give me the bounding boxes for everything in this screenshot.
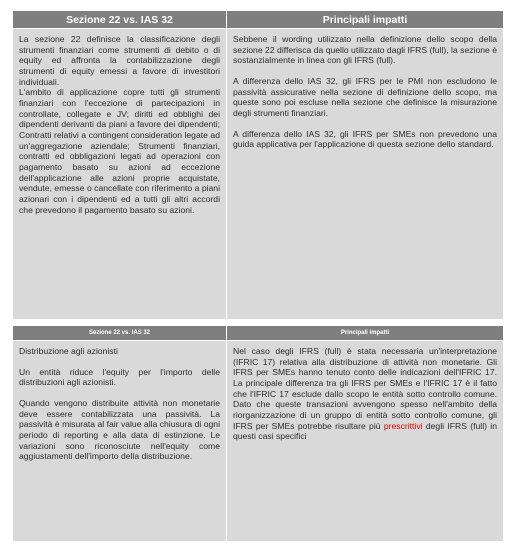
non-monetary-liability-text: Quando vengono distribuite attività non monetarie deve essere contabilizzata una passività. La passività è misurata al fair value alla chiusura di ogni periodo di reporting e alla data di estinzione. Le variazioni sono riconosciute nell'equity come aggiustamenti dell'importo della distribuzione. xyxy=(19,397,220,462)
application-guide-text: A differenza dello IAS 32, gli IFRS per SMEs non prevedono una guida applicativa per l'applicazione di questa sezione dello standard. xyxy=(233,128,497,150)
comparison-table-1 xyxy=(12,10,504,320)
header-main-impacts: Principali impatti xyxy=(227,326,504,341)
distribution-description-cell xyxy=(13,341,227,542)
header-main-impacts: Principali impatti xyxy=(227,11,504,29)
ifric-17-text-end: degli IFRS (full) in questi casi specifici xyxy=(233,420,497,442)
comparison-table-2 xyxy=(12,325,504,542)
section-22-description-cell xyxy=(13,29,227,320)
header-section-22: Sezione 22 vs. IAS 32 xyxy=(13,326,227,341)
scope-exceptions-text: L'ambito di applicazione copre tutti gli strumenti finanziari con l'eccezione di partecipazioni in controllate, collegate e JV; diritti ed obblighi dei dipendenti derivanti da piani a favore dei dipendenti; Contratti relativi a contingent consideration legate ad un'aggregazione aziendale; Strumenti finanziari, contratti ed obbligazioni legati ad operazioni con pagamento basato su azioni ad eccezione dell'applicazione alle azioni proprie acquistate, vendute, emesse o cancellate con riferimento a piani azionari con i dipendenti ed a tutti gli altri accordi che prevedono il pagamento basato su azioni. xyxy=(19,87,220,215)
scope-definition-text: La sezione 22 definisce la classificazione degli strumenti finanziari come strumenti di debito o di equity ed affronta la contabilizzazione degli strumenti di equity emessi a favore di investitori individuali. xyxy=(19,34,220,87)
ifric-17-impacts-cell xyxy=(227,341,504,542)
ifric-17-text xyxy=(233,346,497,442)
ifric-17-text-start: Nel caso degli IFRS (full) è stata necessaria un'interpretazione (IFRIC 17) relativa alla distribuzione di attività non monetarie. Gli IFRS per SMEs hanno tenuto conto delle indicazioni dell'IFRIC 17. La principale differenza tra gli IFRS per SMEs e l'IFRIC 17 è il fatto che l'IFRIC 17 esclude dallo scopo le entità sotto controllo comune. Dato che queste transazioni avvengono spesso nell'ambito della riorganizzazione di un gruppo di entità sotto controllo comune, gli IFRS per SMEs potrebbe risultare più xyxy=(233,346,497,431)
wording-difference-text: Sebbene il wording utilizzato nella definizione dello scopo della sezione 22 differisca da quello utilizzato dagli IFRS (full), la sezione è sostanzialmente in linea con gli IFRS (full). xyxy=(233,34,497,66)
distribution-title: Distribuzione agli azionisti xyxy=(19,346,118,356)
insurance-liabilities-text: A differenza dello IAS 32, gli IFRS per le PMI non escludono le passività assicurative nella sezione di definizione dello scopo, ma queste sono poi escluse nella sezione che definisce la misurazione degli strumenti finanziari. xyxy=(233,75,497,118)
header-section-22: Sezione 22 vs. IAS 32 xyxy=(13,11,227,29)
equity-reduction-text: Un entità riduce l'equity per l'importo delle distribuzioni agli azionisti. xyxy=(19,366,220,388)
impacts-cell xyxy=(227,29,504,320)
prescriptive-highlight: prescrittivi xyxy=(383,420,423,431)
